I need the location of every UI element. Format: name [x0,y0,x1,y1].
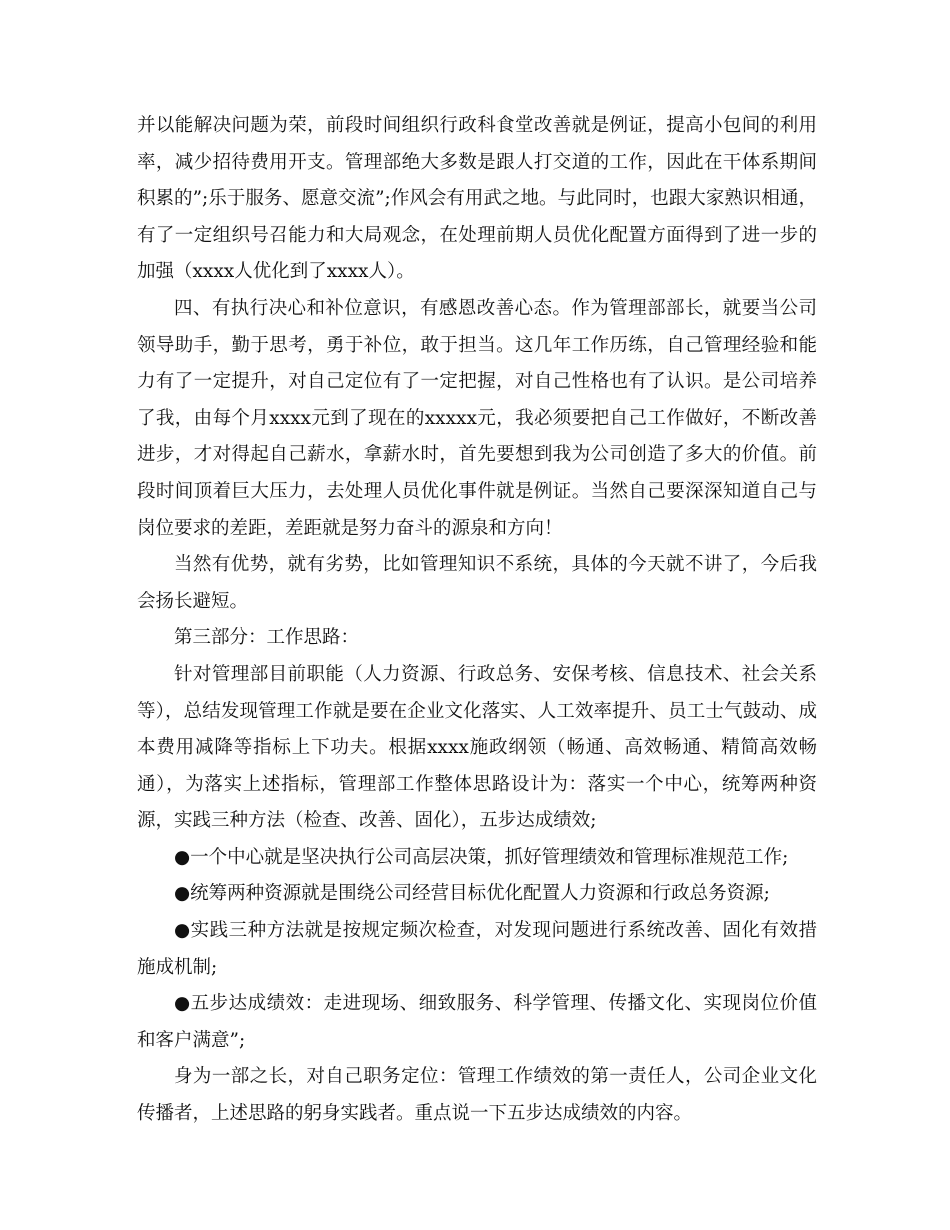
bullet-two-resources: ●统筹两种资源就是围绕公司经营目标优化配置人力资源和行政总务资源; [174,883,770,905]
paragraph-work-ideas: 针对管理部目前职能（人力资源、行政总务、安保考核、信息技术、社会关系等），总结发现管理工作就是要在企业文化落实、人工效率提升、员工士气鼓动、成本费用减降等指标上下功夫。根据xxxx施政纲领（畅通、高效畅通、精简高效畅通），为落实上述指标，管理部工作整体思路设计为：落实一个中心，统筹两种资源，实践三种方法（检查、改善、固化），五步达成绩效; [137,663,817,832]
paragraph-execution-mindset: 四、有执行决心和补位意识，有感恩改善心态。作为管理部部长，就要当公司领导助手，勤于思考，勇于补位，敢于担当。这几年工作历练，自己管理经验和能力有了一定提升，对自己定位有了一定把握，对自己性格也有了认识。是公司培养了我，由每个月xxxx元到了现在的xxxxx元，我必须要把自己工作做好，不断改善进步，才对得起自己薪水，拿薪水时，首先要想到我为公司创造了多大的价值。前段时间顶着巨大压力，去处理人员优化事件就是例证。当然自己要深深知道自己与岗位要求的差距，差距就是努力奋斗的源泉和方向！ [137,297,817,539]
paragraph-role-positioning: 身为一部之长，对自己职务定位：管理工作绩效的第一责任人，公司企业文化传播者，上述思路的躬身实践者。重点说一下五步达成绩效的内容。 [137,1066,817,1125]
bullet-three-methods: ●实践三种方法就是按规定频次检查，对发现问题进行系统改善、固化有效措施成机制; [137,920,817,978]
document-body [137,108,817,1133]
paragraph-continuation: 并以能解决问题为荣，前段时间组织行政科食堂改善就是例证，提高小包间的利用率，减少招待费用开支。管理部绝大多数是跟人打交道的工作，因此在干体系期间积累的”;乐于服务、愿意交流”;作风会有用武之地。与此同时，也跟大家熟识相通，有了一定组织号召能力和大局观念，在处理前期人员优化配置方面得到了进一步的加强（xxxx人优化到了xxxx人）。 [137,115,817,283]
bullet-five-steps: ●五步达成绩效：走进现场、细致服务、科学管理、传播文化、实现岗位价值和客户满意”; [137,993,817,1051]
paragraph-weakness: 当然有优势，就有劣势，比如管理知识不系统，具体的今天就不讲了，今后我会扬长避短。 [137,554,817,612]
section-heading-part-three: 第三部分：工作思路： [174,627,360,649]
bullet-one-center: ●一个中心就是坚决执行公司高层决策，抓好管理绩效和管理标准规范工作; [174,846,789,868]
